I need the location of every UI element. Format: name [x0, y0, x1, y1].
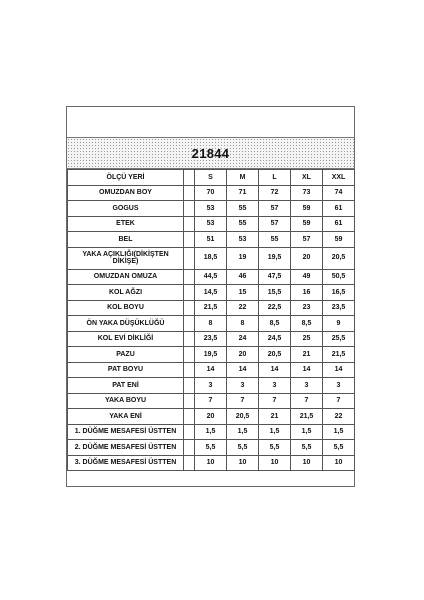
table-row	[68, 409, 355, 425]
measurement-value: 14	[195, 362, 227, 378]
measurement-value: 21	[259, 409, 291, 425]
measurement-label: KOL BOYU	[68, 300, 184, 316]
gap-cell	[184, 424, 195, 440]
measurement-value: 57	[259, 216, 291, 232]
measurement-value: 18,5	[195, 247, 227, 269]
measurement-value: 55	[259, 232, 291, 248]
measurement-label: 3. DÜĞME MESAFESİ ÜSTTEN	[68, 455, 184, 471]
measurement-value: 1,5	[259, 424, 291, 440]
measurement-value: 47,5	[259, 269, 291, 285]
measurement-label: PAZU	[68, 347, 184, 363]
gap-cell	[184, 285, 195, 301]
table-row	[68, 378, 355, 394]
measurement-value: 16,5	[323, 285, 355, 301]
table-row	[68, 455, 355, 471]
measurement-value: 46	[227, 269, 259, 285]
measurement-value: 7	[195, 393, 227, 409]
measurement-value: 7	[259, 393, 291, 409]
table-row	[68, 347, 355, 363]
table-row	[68, 216, 355, 232]
table-row	[68, 362, 355, 378]
measurement-value: 5,5	[195, 440, 227, 456]
measurement-value: 53	[227, 232, 259, 248]
measurement-label: ETEK	[68, 216, 184, 232]
gap-cell	[184, 440, 195, 456]
table-row	[68, 247, 355, 269]
measurement-value: 59	[291, 201, 323, 217]
measurement-value: 51	[195, 232, 227, 248]
measurement-value: 23	[291, 300, 323, 316]
measurement-value: 15	[227, 285, 259, 301]
measurement-value: 44,5	[195, 269, 227, 285]
measurement-value: 59	[291, 216, 323, 232]
measurement-label: OMUZDAN BOY	[68, 185, 184, 201]
measurement-label: YAKA BOYU	[68, 393, 184, 409]
measurement-value: 53	[195, 201, 227, 217]
measurement-value: 55	[227, 201, 259, 217]
measurement-value: 14	[291, 362, 323, 378]
measurement-value: 1,5	[291, 424, 323, 440]
measurement-value: 49	[291, 269, 323, 285]
header-label: ÖLÇÜ YERİ	[68, 170, 184, 186]
measurement-value: 24,5	[259, 331, 291, 347]
measurement-value: 20,5	[323, 247, 355, 269]
gap-cell	[184, 316, 195, 332]
measurement-value: 71	[227, 185, 259, 201]
measurement-value: 8,5	[259, 316, 291, 332]
measurement-value: 10	[195, 455, 227, 471]
measurement-value: 55	[227, 216, 259, 232]
measurement-value: 57	[291, 232, 323, 248]
measurement-value: 25,5	[323, 331, 355, 347]
measurement-value: 8	[195, 316, 227, 332]
measurement-value: 1,5	[227, 424, 259, 440]
measurement-value: 53	[195, 216, 227, 232]
product-code-band	[67, 137, 354, 169]
measurement-label: BEL	[68, 232, 184, 248]
table-row	[68, 269, 355, 285]
header-size: L	[259, 170, 291, 186]
measurement-value: 7	[227, 393, 259, 409]
measurement-value: 8	[227, 316, 259, 332]
measurement-value: 10	[291, 455, 323, 471]
measurement-value: 61	[323, 201, 355, 217]
measurement-label: YAKA ENİ	[68, 409, 184, 425]
measurement-label: 2. DÜĞME MESAFESİ ÜSTTEN	[68, 440, 184, 456]
table-row	[68, 393, 355, 409]
measurement-value: 20,5	[227, 409, 259, 425]
measurement-value: 20,5	[259, 347, 291, 363]
header-size: M	[227, 170, 259, 186]
measurement-value: 10	[227, 455, 259, 471]
measurement-value: 73	[291, 185, 323, 201]
measurement-value: 3	[195, 378, 227, 394]
table-row	[68, 285, 355, 301]
table-row	[68, 440, 355, 456]
measurement-value: 3	[227, 378, 259, 394]
measurement-value: 72	[259, 185, 291, 201]
measurement-value: 20	[227, 347, 259, 363]
measurement-value: 10	[323, 455, 355, 471]
header-size: XL	[291, 170, 323, 186]
measurement-value: 7	[323, 393, 355, 409]
measurement-label: GOGUS	[68, 201, 184, 217]
measurement-label: 1. DÜĞME MESAFESİ ÜSTTEN	[68, 424, 184, 440]
product-code: 21844	[191, 145, 230, 161]
gap-cell	[184, 409, 195, 425]
gap-cell	[184, 232, 195, 248]
gap-cell	[184, 455, 195, 471]
gap-cell	[184, 201, 195, 217]
measurement-value: 59	[323, 232, 355, 248]
measurement-value: 21,5	[323, 347, 355, 363]
measurement-value: 25	[291, 331, 323, 347]
header-row	[68, 170, 355, 186]
measurement-value: 1,5	[323, 424, 355, 440]
measurement-value: 7	[291, 393, 323, 409]
measurement-value: 20	[195, 409, 227, 425]
measurement-value: 8,5	[291, 316, 323, 332]
measurement-value: 14	[323, 362, 355, 378]
measurement-label: KOL AĞZI	[68, 285, 184, 301]
gap-cell	[184, 185, 195, 201]
measurement-value: 14,5	[195, 285, 227, 301]
measurement-value: 3	[291, 378, 323, 394]
measurement-value: 70	[195, 185, 227, 201]
gap-cell	[184, 378, 195, 394]
measurement-value: 19,5	[259, 247, 291, 269]
measurement-label: PAT ENİ	[68, 378, 184, 394]
table-row	[68, 185, 355, 201]
measurement-value: 5,5	[323, 440, 355, 456]
gap-cell	[184, 331, 195, 347]
measurement-value: 5,5	[259, 440, 291, 456]
measurement-value: 19	[227, 247, 259, 269]
measurement-value: 9	[323, 316, 355, 332]
table-row	[68, 424, 355, 440]
measurement-value: 14	[259, 362, 291, 378]
table-row	[68, 331, 355, 347]
gap-cell	[184, 216, 195, 232]
measurement-value: 57	[259, 201, 291, 217]
measurement-value: 3	[259, 378, 291, 394]
measurement-value: 5,5	[227, 440, 259, 456]
measurement-value: 19,5	[195, 347, 227, 363]
measurement-value: 21,5	[195, 300, 227, 316]
measurement-value: 22	[227, 300, 259, 316]
measurement-value: 23,5	[323, 300, 355, 316]
gap-cell	[184, 269, 195, 285]
measurement-value: 50,5	[323, 269, 355, 285]
gap-cell	[184, 393, 195, 409]
measurement-value: 22	[323, 409, 355, 425]
measurement-value: 24	[227, 331, 259, 347]
header-size: XXL	[323, 170, 355, 186]
measurement-value: 16	[291, 285, 323, 301]
gap-cell	[184, 347, 195, 363]
measurement-label: YAKA AÇIKLIĞI(DİKİŞTEN DİKİŞE)	[68, 247, 184, 269]
table-row	[68, 300, 355, 316]
header-size: S	[195, 170, 227, 186]
measurement-value: 10	[259, 455, 291, 471]
measurement-value: 3	[323, 378, 355, 394]
measurement-label: KOL EVİ DİKLİĞİ	[68, 331, 184, 347]
measurement-value: 21	[291, 347, 323, 363]
measurement-label: OMUZDAN OMUZA	[68, 269, 184, 285]
measurement-value: 14	[227, 362, 259, 378]
size-chart-frame	[66, 106, 355, 487]
measurement-label: ÖN YAKA DÜŞÜKLÜĞÜ	[68, 316, 184, 332]
gap-cell	[184, 362, 195, 378]
gap-cell	[184, 300, 195, 316]
table-row	[68, 232, 355, 248]
measurement-value: 61	[323, 216, 355, 232]
header-gap-cell	[184, 170, 195, 186]
measurement-value: 1,5	[195, 424, 227, 440]
size-chart-table	[67, 169, 355, 471]
measurement-value: 22,5	[259, 300, 291, 316]
gap-cell	[184, 247, 195, 269]
table-row	[68, 316, 355, 332]
measurement-value: 74	[323, 185, 355, 201]
measurement-label: PAT BOYU	[68, 362, 184, 378]
measurement-value: 21,5	[291, 409, 323, 425]
measurement-value: 23,5	[195, 331, 227, 347]
table-row	[68, 201, 355, 217]
measurement-value: 5,5	[291, 440, 323, 456]
measurement-value: 20	[291, 247, 323, 269]
measurement-value: 15,5	[259, 285, 291, 301]
size-chart-body	[68, 170, 355, 471]
